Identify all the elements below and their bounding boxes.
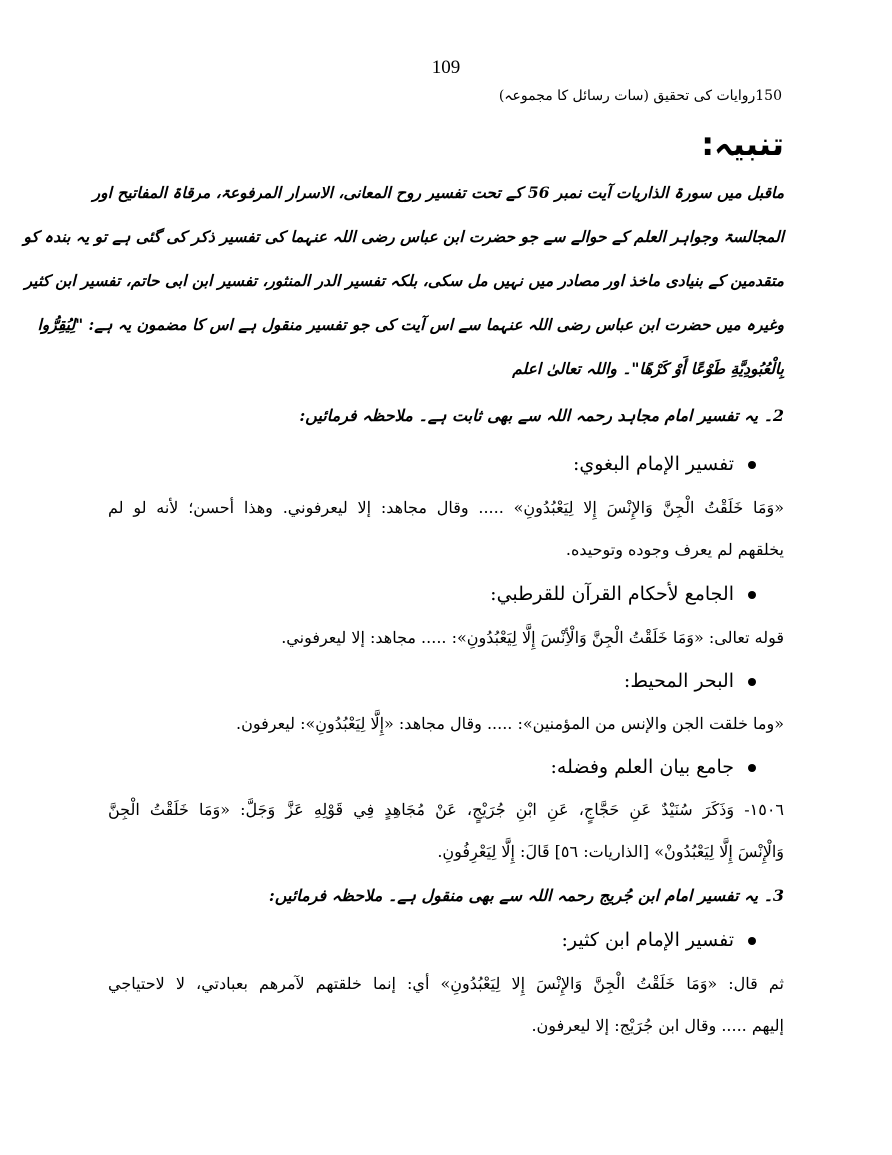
urdu-paragraph-line: المجالسۃ وجواہر العلم کے حوالے سے جو حضرت ابن عباس رضی اللہ عنہما کی تفسیر ذکر کی گئی ہے تو یہ بندہ کو: [23, 227, 784, 246]
bullet-icon: [748, 678, 756, 686]
arabic-quote-line: قوله تعالى: «وَمَا خَلَقْتُ الْجِنَّ وَالْأِنْسَ إِلَّا لِيَعْبُدُونِ»: ..... مجاهد: إلا ليعرفوني.: [281, 628, 784, 647]
subheading-3: 3۔ یہ تفسیر امام ابن جُریج رحمہ اللہ سے بھی منقول ہے۔ ملاحظہ فرمائیں:: [268, 886, 784, 905]
urdu-paragraph-line: وغیرہ میں حضرت ابن عباس رضی اللہ عنہما سے اس آیت کی جو تفسیر منقول ہے اس کا مضمون یہ ہے: "لِيُقِرُّوا: [37, 315, 784, 334]
urdu-paragraph-line: بِالْعُبُودِيَّةِ طَوْعًا أَوْ كَرْهًا"۔ واللہ تعالیٰ اعلم: [512, 359, 784, 378]
bullet-item-ibn-kathir: [562, 929, 756, 951]
arabic-quote-line: «وما خلقت الجن والإنس من المؤمنين»: ..... وقال مجاهد: «إِلَّا لِيَعْبُدُونِ»: ليعرفون.: [235, 714, 784, 733]
bullet-icon: [748, 591, 756, 599]
bullet-item-baghawi: [573, 453, 756, 475]
bullet-item-qurtubi: [490, 583, 756, 605]
arabic-quote-line: «وَمَا خَلَقْتُ الْجِنَّ وَالإِنْسَ إِلا لِيَعْبُدُونِ» ..... وقال مجاهد: إلا ليعرفوني. وهذا أحسن؛ لأنه لو لم: [108, 498, 784, 517]
bullet-title: تفسير الإمام البغوي:: [572, 453, 734, 475]
bullet-title: البحر المحيط:: [623, 670, 734, 692]
bullet-item-jami-bayan: [551, 756, 757, 778]
bullet-icon: [748, 461, 756, 469]
arabic-quote-line: إليهم ..... وقال ابن جُرَيْج: إلا ليعرفون.: [531, 1016, 784, 1035]
bullet-item-bahr-muhit: [624, 670, 756, 692]
arabic-quote-line: ثم قال: «وَمَا خَلَقْتُ الْجِنَّ وَالإِنْسَ إِلا لِيَعْبُدُونِ» أي: إنما خلقتهم لآمرهم بعبادتي، لا لاحتياجي: [108, 974, 784, 993]
urdu-paragraph-line: ماقبل میں سورۃ الذاریات آیت نمبر 56 کے تحت تفسیر روح المعانی، الاسرار المرفوعۃ، مرقاۃ المفاتیح اور: [92, 183, 784, 202]
section-heading: تنبیہ:: [701, 125, 784, 163]
arabic-quote-line: يخلقهم لم يعرف وجوده وتوحيده.: [565, 540, 784, 559]
bullet-title: تفسير الإمام ابن كثير:: [561, 929, 734, 951]
bullet-title: جامع بيان العلم وفضله:: [550, 756, 734, 778]
bullet-title: الجامع لأحكام القرآن للقرطبي:: [490, 583, 734, 605]
subheading-2: 2۔ یہ تفسیر امام مجاہد رحمہ اللہ سے بھی ثابت ہے۔ ملاحظہ فرمائیں:: [299, 406, 784, 425]
arabic-quote-line: وَالْإِنْسَ إِلَّا لِيَعْبُدُونْ» [الذاريات: ٥٦] قَالَ: إِلَّا لِيَعْرِفُونِ.: [437, 842, 784, 861]
urdu-paragraph-line: متقدمین کے بنیادی ماخذ اور مصادر میں نہیں مل سکی، بلکہ تفسیر الدر المنثور، تفسیر ابن ابی حاتم، تفسیر ابن کثیر: [24, 271, 784, 290]
page-number: 109: [431, 57, 461, 78]
running-header: 150روایات کی تحقیق (سات رسائل کا مجموعہ): [498, 88, 782, 104]
bullet-icon: [748, 764, 756, 772]
bullet-icon: [748, 937, 756, 945]
arabic-quote-line: ١٥٠٦- وَذَكَرَ سُنَيْدٌ عَنِ حَجَّاجٍ، عَنِ ابْنِ جُرَيْجٍ، عَنْ مُجَاهِدٍ فِي قَوْلِهِ عَزَّ وَجَلَّ: «وَمَا خَلَقْتُ الْجِنَّ: [108, 800, 784, 819]
